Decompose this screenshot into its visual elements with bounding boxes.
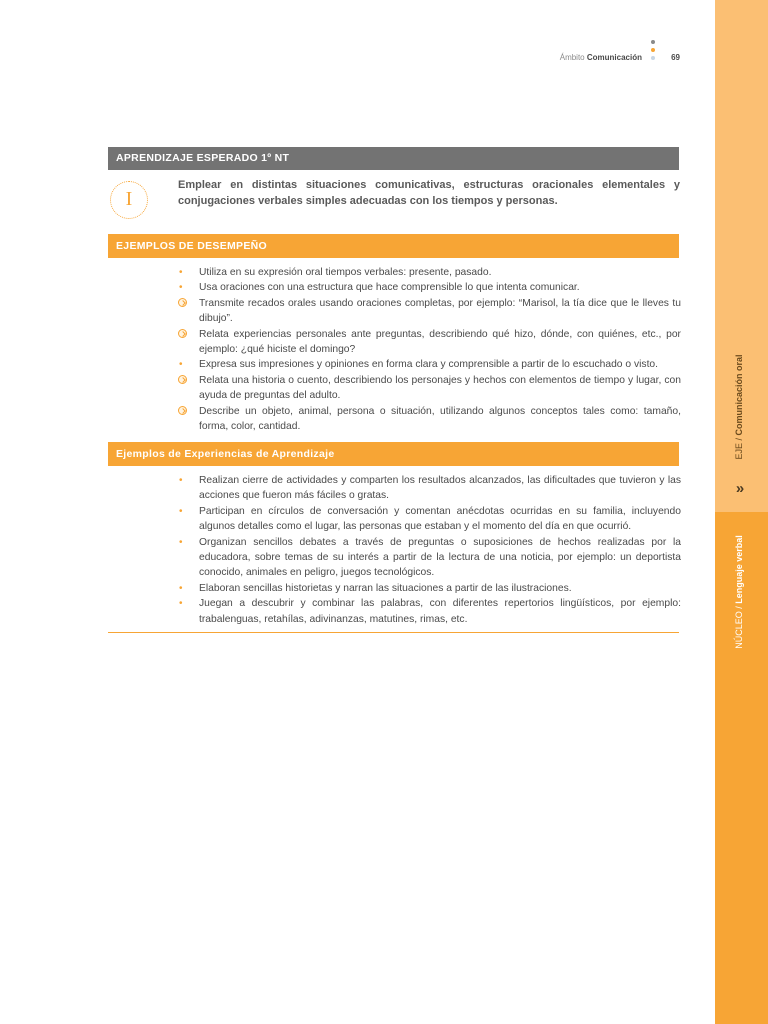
list-item: Relata experiencias personales ante preguntas, describiendo qué hizo, dónde, con quiénes, etc., por ejemplo: ¿qué hiciste el domingo? — [178, 327, 681, 358]
aprendizaje-number-badge — [110, 181, 148, 219]
list-item: • Elaboran sencillas historietas y narran las situaciones a partir de las ilustraciones. — [178, 581, 681, 596]
aprendizaje-number: I — [125, 188, 133, 210]
aprendizaje-header-bar — [108, 147, 679, 170]
list-item: • Usa oraciones con una estructura que hace comprensible lo que intenta comunicar. — [178, 280, 681, 295]
bullet-dot-icon: • — [179, 536, 183, 548]
experiencias-list — [178, 473, 681, 627]
desempeno-header: EJEMPLOS DE DESEMPEÑO — [116, 240, 267, 252]
bullet-dot-icon: • — [179, 505, 183, 517]
list-item: Transmite recados orales usando oraciones completas, por ejemplo: “Marisol, la tía dice que le lleves tu dibujo”. — [178, 296, 681, 327]
dot-1 — [651, 40, 655, 44]
side-eje-label: EJE / Comunicación oral — [734, 354, 744, 460]
experiencias-header: Ejemplos de Experiencias de Aprendizaje — [116, 448, 335, 460]
list-item: • Participan en círculos de conversación y comentan anécdotas ocurridas en su familia, incluyendo algunos detalles como el lugar, las personas que estaban y el momento del día en que ocurrió. — [179, 505, 681, 533]
page-number: 69 — [671, 53, 680, 62]
bullet-dot-icon: • — [179, 598, 183, 610]
bullet-dot-icon: • — [179, 282, 183, 294]
list-item: • Realizan cierre de actividades y comparten los resultados alcanzados, las dificultades que tuvieron y las acciones que fueron más fáciles o gratas. — [179, 475, 681, 502]
bullet-dot-icon: • — [179, 359, 183, 371]
bullet-dot-icon: • — [179, 475, 183, 486]
dot-3 — [651, 56, 655, 60]
circle-arrow-icon — [178, 375, 187, 384]
bullet-dot-icon: • — [179, 267, 183, 278]
circle-arrow-icon — [178, 298, 187, 307]
list-item: Describe un objeto, animal, persona o situación, utilizando algunos conceptos tales como: tamaño, forma, color, cantidad. — [178, 404, 681, 435]
ambito-label: Ámbito Comunicación — [559, 53, 642, 62]
header-dots-ornament — [650, 40, 656, 64]
section-end-divider — [108, 632, 679, 633]
desempeno-header-bar — [108, 234, 679, 258]
aprendizaje-text: Emplear en distintas situaciones comunicativas, estructuras oracionales elementales y conjugaciones verbales simples adecuadas con los tiempos y personas. — [178, 179, 680, 207]
circle-arrow-icon — [178, 406, 187, 415]
dot-2 — [651, 48, 655, 52]
list-item: • Juegan a descubrir y combinar las palabras, con diferentes repertorios lingüísticos, por ejemplo: trabalenguas, retahílas, adivinanzas, matutines, rimas, etc. — [179, 598, 681, 625]
aprendizaje-header: APRENDIZAJE ESPERADO 1º NT — [116, 152, 290, 164]
experiencias-header-bar — [108, 442, 679, 466]
list-item: • Utiliza en su expresión oral tiempos verbales: presente, pasado. — [178, 265, 681, 280]
bullet-dot-icon: • — [179, 582, 183, 594]
circle-arrow-icon — [178, 329, 187, 338]
side-nucleo-label: NÚCLEO / Lenguaje verbal — [734, 535, 744, 649]
desempeno-list — [178, 265, 681, 434]
list-item: Relata una historia o cuento, describiendo los personajes y hechos con elementos de tiempo y lugar, con ayuda de preguntas del adulto. — [178, 373, 681, 404]
chevron-right-icon: » — [735, 480, 745, 497]
page-header — [520, 53, 680, 67]
list-item: • Expresa sus impresiones y opiniones en forma clara y comprensible a partir de lo escuchado o visto. — [178, 357, 681, 372]
list-item: • Organizan sencillos debates a través de preguntas o suposiciones de hechos realizadas por la educadora, sobre temas de su interés a partir de la lectura de una noticia, por ejemplo: un deportista conocido, animales en peligro, juegos tecnológicos. — [179, 536, 681, 579]
